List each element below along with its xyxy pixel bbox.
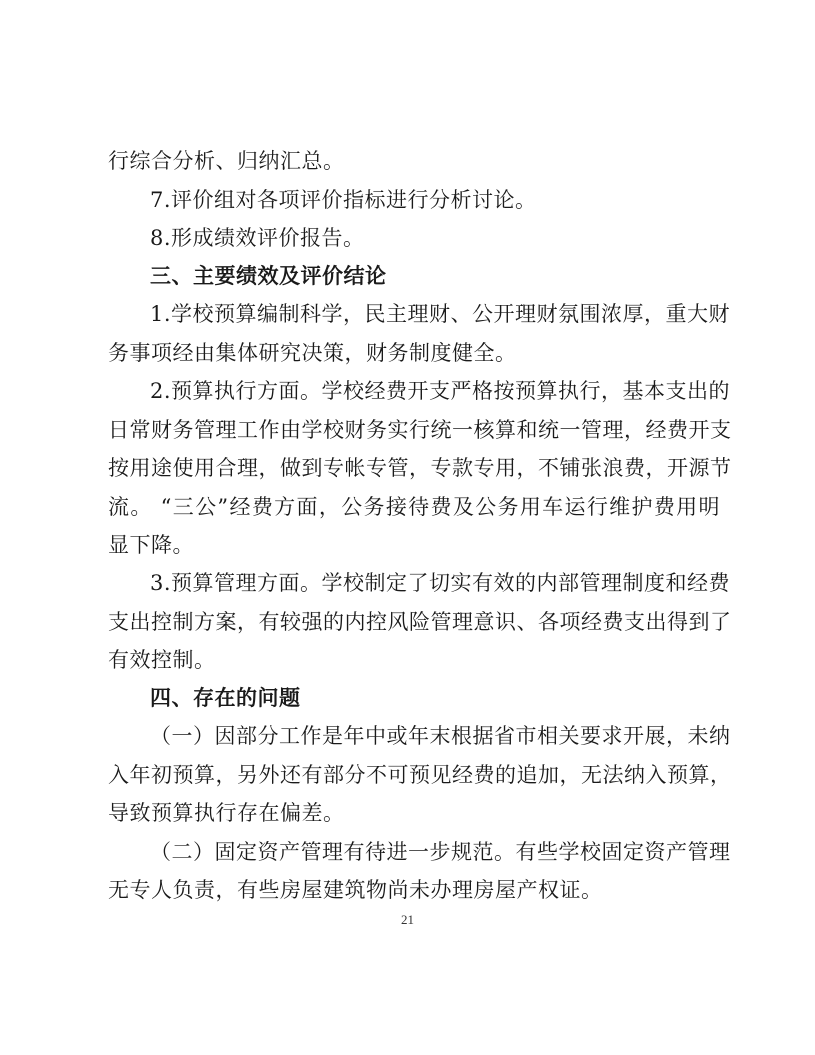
paragraph-line: 3.预算管理方面。学校制定了切实有效的内部管理制度和经费 xyxy=(150,571,731,595)
paragraph-line: 显下降。 xyxy=(108,533,194,557)
list-item-7: 7.评价组对各项评价指标进行分析讨论。 xyxy=(150,188,537,212)
paragraph-line: 无专人负责，有些房屋建筑物尚未办理房屋产权证。 xyxy=(108,878,603,902)
paragraph-line: 2.预算执行方面。学校经费开支严格按预算执行，基本支出的 xyxy=(150,379,731,403)
paragraph-line: 务事项经由集体研究决策，财务制度健全。 xyxy=(108,341,517,365)
page-number: 21 xyxy=(401,912,414,927)
paragraph-line: 日常财务管理工作由学校财务实行统一核算和统一管理，经费开支 xyxy=(108,418,732,442)
paragraph-line: （二）固定资产管理有待进一步规范。有些学校固定资产管理 xyxy=(150,840,731,864)
paragraph-line: 入年初预算，另外还有部分不可预见经费的追加，无法纳入预算， xyxy=(108,763,732,787)
paragraph-line: 流。 “三公”经费方面，公务接待费及公务用车运行维护费用明 xyxy=(108,495,720,519)
paragraph-line: 按用途使用合理，做到专帐专管，专款专用，不铺张浪费，开源节 xyxy=(108,456,732,480)
text-line: 行综合分析、归纳汇总。 xyxy=(108,149,345,173)
paragraph-line: 支出控制方案，有较强的内控风险管理意识、各项经费支出得到了 xyxy=(108,610,732,634)
paragraph-line: 导致预算执行存在偏差。 xyxy=(108,801,345,825)
paragraph-line: （一）因部分工作是年中或年末根据省市相关要求开展，未纳 xyxy=(150,724,731,748)
section-heading-3: 三、主要绩效及评价结论 xyxy=(150,264,387,288)
section-heading-4: 四、存在的问题 xyxy=(150,686,301,710)
paragraph-line: 有效控制。 xyxy=(108,648,216,672)
list-item-8: 8.形成绩效评价报告。 xyxy=(150,226,365,250)
paragraph-line: 1.学校预算编制科学，民主理财、公开理财氛围浓厚，重大财 xyxy=(150,302,731,326)
